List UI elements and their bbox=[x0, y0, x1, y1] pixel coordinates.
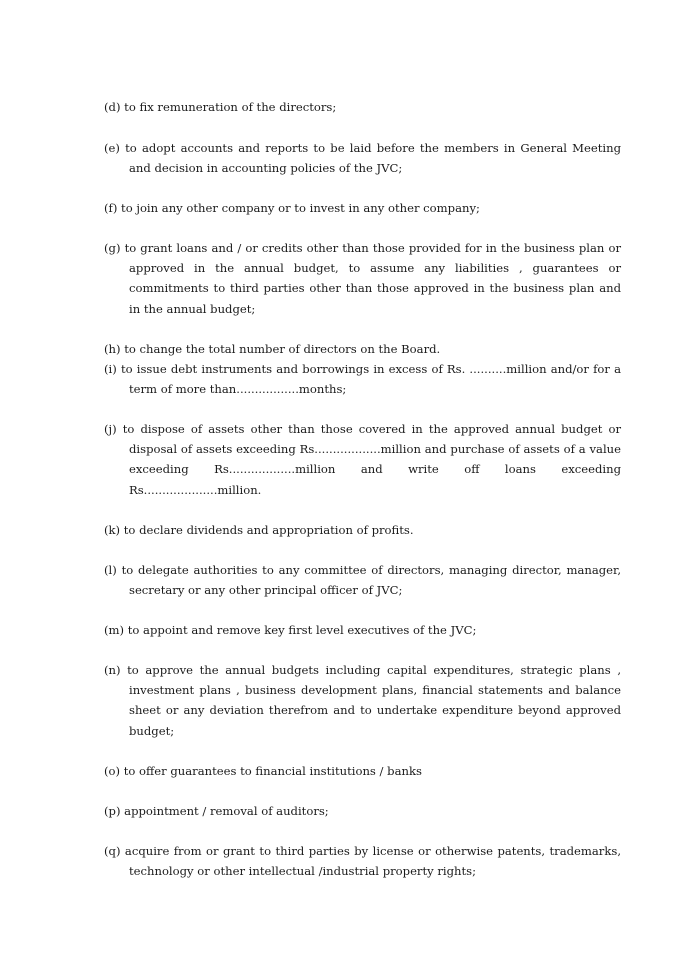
clause-label: (d) bbox=[104, 100, 121, 114]
clause-f bbox=[104, 198, 621, 218]
clause-text: acquire from or grant to third parties by license or otherwise patents, trademarks, technology or other intellectual /industrial property rights; bbox=[124, 844, 622, 879]
clause-h bbox=[104, 339, 621, 359]
clause-label: (k) bbox=[104, 523, 121, 537]
clause-text: appointment / removal of auditors; bbox=[124, 804, 329, 818]
clause-text: to declare dividends and appropriation of profits. bbox=[123, 523, 414, 537]
clause-text: to approve the annual budgets including capital expenditures, strategic plans , investment plans , business development plans, financial statements and balance sheet or any deviation therefrom and to undertake expenditure beyond approved budget; bbox=[127, 663, 621, 738]
clause-label: (f) bbox=[104, 201, 118, 215]
clause-p bbox=[104, 801, 621, 821]
clause-o bbox=[104, 761, 621, 781]
clause-text: to dispose of assets other than those covered in the approved annual budget or disposal of assets exceeding Rs..................million and purchase of assets of a value exceeding Rs..................million and write off loans exceeding Rs....................million. bbox=[122, 422, 621, 497]
clause-text: to adopt accounts and reports to be laid before the members in General Meeting and decision in accounting policies of the JVC; bbox=[125, 141, 621, 176]
clause-text: to fix remuneration of the directors; bbox=[124, 100, 337, 114]
clause-text: to grant loans and / or credits other than those provided for in the business plan or approved in the annual budget, to assume any liabilities , guarantees or commitments to third parties other than those approved in the business plan and in the annual budget; bbox=[124, 241, 622, 316]
clause-label: (j) bbox=[104, 422, 117, 436]
clause-label: (h) bbox=[104, 342, 121, 356]
clause-text: to change the total number of directors on the Board. bbox=[124, 342, 441, 356]
clause-m bbox=[104, 620, 621, 640]
clause-label: (p) bbox=[104, 804, 121, 818]
clause-d bbox=[104, 97, 621, 117]
clause-label: (n) bbox=[104, 663, 121, 677]
clause-label: (q) bbox=[104, 844, 121, 858]
clause-text: to appoint and remove key first level executives of the JVC; bbox=[127, 623, 477, 637]
clause-label: (o) bbox=[104, 764, 121, 778]
clause-q bbox=[104, 841, 621, 881]
clause-k bbox=[104, 520, 621, 540]
clause-j bbox=[104, 419, 621, 500]
clause-label: (l) bbox=[104, 563, 117, 577]
clause-label: (e) bbox=[104, 141, 120, 155]
clause-n bbox=[104, 660, 621, 741]
clause-text: to offer guarantees to financial institutions / banks bbox=[123, 764, 422, 778]
clause-g bbox=[104, 238, 621, 319]
clause-text: to delegate authorities to any committee of directors, managing director, manager, secretary or any other principal officer of JVC; bbox=[121, 563, 621, 598]
clause-e bbox=[104, 138, 621, 178]
clause-label: (g) bbox=[104, 241, 121, 255]
clause-i bbox=[104, 359, 621, 399]
clause-text: to join any other company or to invest in any other company; bbox=[121, 201, 480, 215]
clause-l bbox=[104, 560, 621, 600]
clause-label: (i) bbox=[104, 362, 117, 376]
clause-text: to issue debt instruments and borrowings in excess of Rs. ..........million and/or for a term of more than.................months; bbox=[120, 362, 621, 397]
clause-label: (m) bbox=[104, 623, 125, 637]
